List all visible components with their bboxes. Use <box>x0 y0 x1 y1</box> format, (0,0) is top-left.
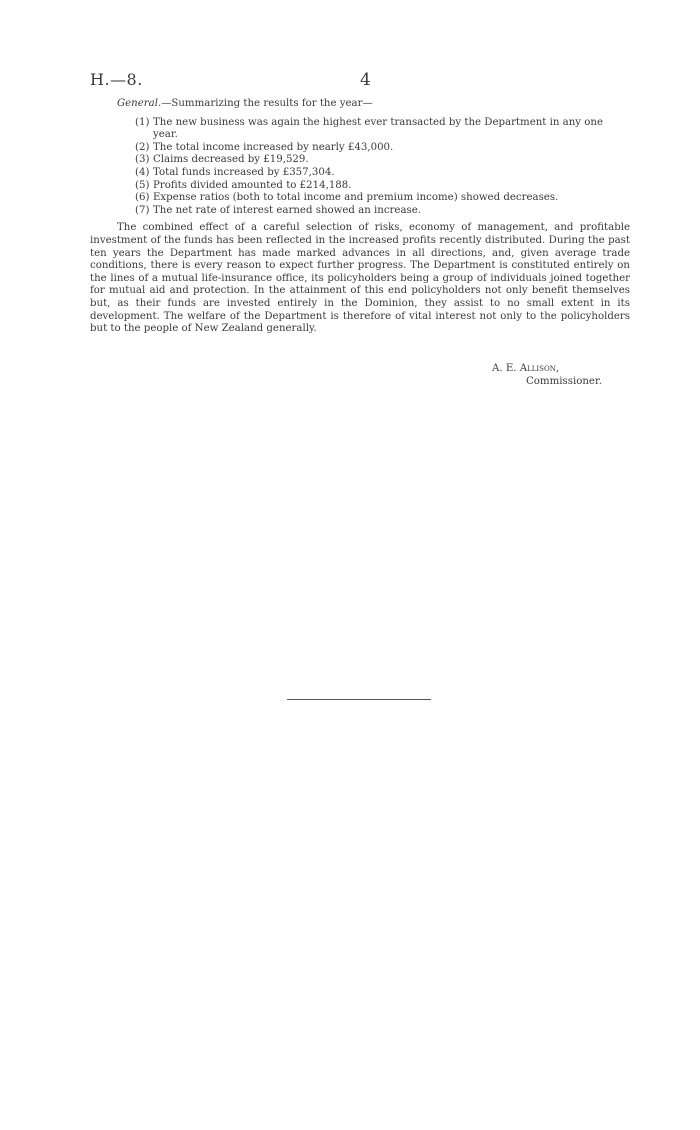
signatory-name <box>492 363 602 376</box>
document-reference: H.—8. <box>90 70 143 89</box>
body-paragraph: The combined effect of a careful selection of risks, economy of management, and profitable investment of the funds has been reflected in the increased profits recently distributed. During the past ten years the Department has made marked advances in all directions, and, given average trade conditions, there is every reason to expect further progress. The Department is constituted entirely on the lines of a mutual life-insurance office, its policyholders being a group of individuals joined together for mutual aid and protection. In the attainment of this end policyholders not only benefit themselves but, as their funds are invested entirely in the Dominion, they assist to no small extent in its development. The welfare of the Department is therefore of vital interest not only to the policyholders but to the people of New Zealand generally. <box>90 222 630 335</box>
signatory-title: Commissioner. <box>526 375 602 387</box>
list-item-text: The net rate of interest earned showed an increase. <box>153 204 422 216</box>
list-item <box>135 142 630 155</box>
list-item-number: (4) <box>135 166 150 178</box>
page-header <box>90 70 630 90</box>
list-item-text: Claims decreased by £19,529. <box>153 154 309 166</box>
list-item-number: (2) <box>135 141 150 153</box>
signature-block <box>492 363 602 388</box>
list-item <box>135 192 630 205</box>
list-item <box>135 180 630 193</box>
list-item <box>135 167 630 180</box>
list-item-text: The total income increased by nearly £43,000. <box>153 141 394 153</box>
list-item-number: (3) <box>135 154 150 166</box>
list-item-number: (7) <box>135 204 150 216</box>
list-item <box>135 117 630 142</box>
list-item-text: Total funds increased by £357,304. <box>153 166 335 178</box>
list-item-text: Expense ratios (both to total income and premium income) showed decreases. <box>153 192 559 204</box>
document-body <box>90 98 630 336</box>
signatory-initials: A. E. <box>492 363 520 374</box>
list-item-number: (5) <box>135 179 150 191</box>
intro-label: General. <box>117 98 162 109</box>
results-list <box>90 117 630 218</box>
end-rule <box>287 699 431 700</box>
list-item <box>135 205 630 218</box>
signatory-surname: Allison, <box>519 363 560 374</box>
intro-text: —Summarizing the results for the year— <box>161 98 373 109</box>
list-item-number: (6) <box>135 192 150 204</box>
page-number: 4 <box>360 70 371 90</box>
list-item-number: (1) <box>135 116 150 128</box>
intro-line <box>117 98 630 111</box>
list-item-text: The new business was again the highest ever transacted by the Department in any one year. <box>153 116 604 141</box>
list-item <box>135 154 630 167</box>
list-item-text: Profits divided amounted to £214,188. <box>153 179 352 191</box>
